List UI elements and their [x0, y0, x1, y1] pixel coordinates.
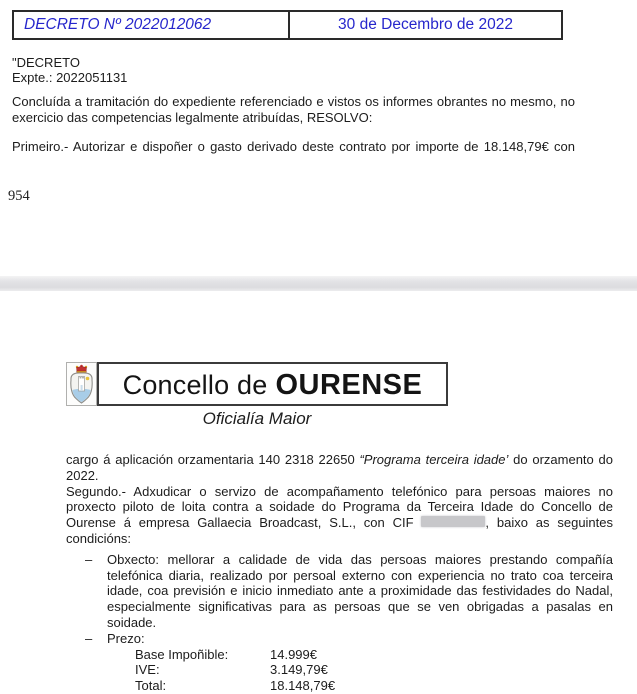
- decree-date-cell: 30 de Decembro de 2022: [338, 16, 513, 33]
- logo-name-bold: OURENSE: [275, 369, 423, 401]
- bullet-dash: –: [85, 551, 93, 567]
- price-label: Base Impoñible:: [135, 646, 229, 662]
- obxecto-text: Obxecto: mellorar a calidade de vida das persoas maiores prestando compañía telefónica diaria, realizado por persoal externo con experiencia no trato coa terceira idade, coa previsión e inicio inmediato ante a proximidade das festividades do Nadal, especialmente significativas para as persoas que se ven obrigadas a pasalas en soidade.: [107, 551, 613, 630]
- paragraph-segundo: [66, 484, 613, 547]
- price-label: Total:: [135, 678, 167, 694]
- expediente-number: Expte.: 2022051131: [12, 70, 128, 85]
- cargo-text-end: do orzamento do 2022.: [66, 452, 613, 483]
- ourense-crest-icon: [66, 362, 97, 406]
- bullet-dash: –: [85, 630, 93, 646]
- segundo-text-end: , baixo as seguintes condicións:: [66, 515, 614, 546]
- page-number: 954: [8, 188, 30, 204]
- decree-number-cell: DECRETO Nº 2022012062: [14, 12, 290, 38]
- paragraph-cargo: [66, 452, 613, 484]
- price-row-total: [135, 678, 613, 694]
- decree-header-table: [12, 10, 563, 40]
- page2-body: [66, 452, 613, 694]
- price-row-base: [135, 647, 613, 663]
- prezo-label: Prezo:: [107, 630, 145, 646]
- programa-terceira-idade-quote: “Programa terceira idade’: [359, 452, 509, 467]
- oficialia-maior-subtitle: Oficialía Maior: [202, 409, 312, 428]
- paragraph-primeiro: Primeiro.- Autorizar e dispoñer o gasto derivado deste contrato por importe de 18.148,79€ con: [12, 139, 575, 154]
- concello-ourense-logo: [97, 362, 448, 406]
- price-table: [135, 647, 613, 694]
- decreto-line: "DECRETO: [12, 55, 80, 70]
- bullet-prezo: [66, 631, 613, 647]
- price-row-ive: [135, 662, 613, 678]
- segundo-text: Segundo.- Adxudicar o servizo de acompañamento telefónico para persoas maiores no proxecto piloto de loita contra a soidade do Programa da Terceira Idade do Concello de Ourense á empresa Gallaecia Broadcast, S.L., con CIF: [66, 483, 613, 531]
- price-value: 14.999€: [270, 646, 317, 662]
- logo-name-regular: Concello de: [122, 370, 268, 400]
- price-label: IVE:: [135, 662, 160, 678]
- price-value: 3.149,79€: [270, 662, 328, 678]
- bullet-obxecto: [66, 552, 613, 631]
- redacted-cif: [421, 516, 485, 527]
- paragraph-resolvo: Concluída a tramitación do expediente referenciado e vistos os informes obrantes no mesmo, no exercicio das competencias legalmente atribuídas, RESOLVO:: [12, 94, 575, 125]
- page-separator: [0, 276, 637, 291]
- cargo-text: cargo á aplicación orzamentaria 140 2318 22650: [66, 452, 360, 467]
- price-value: 18.148,79€: [270, 678, 336, 694]
